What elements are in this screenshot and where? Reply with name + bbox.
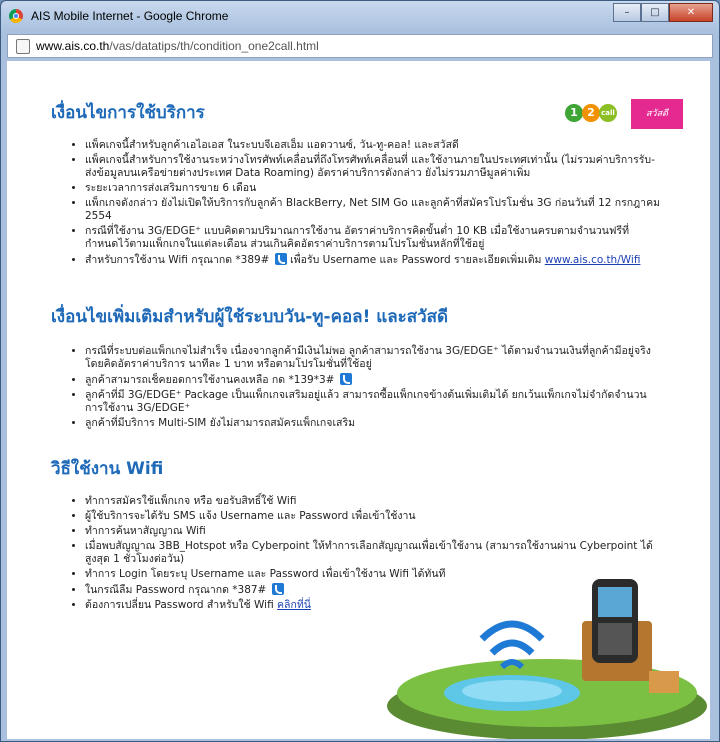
- list-item: • กรณีที่ระบบต่อแพ็กเกจไม่สำเร็จ เนื่องจากลูกค้ามีเงินไม่พอ ลูกค้าสามารถใช้งาน 3G/EDGE⁺ ได้ตามจำนวนเงินที่ลูกค้ามีอยู่จริง โดยคิดอัตราค่าบริการ นาทีละ 1 บาท หรือตามโปรโมชั่นที่ใช้อยู่: [85, 345, 660, 371]
- list-item: • ต้องการเปลี่ยน Password สำหรับใช้ Wifi คลิกที่นี่: [85, 599, 660, 612]
- list-item: • แพ็คเกจนี้สำหรับลูกค้าเอไอเอส ในระบบจีเอสเอ็ม แอดวานซ์, วัน-ทู-คอล! และสวัสดี: [85, 139, 660, 152]
- list-item: • ทำการ Login โดยระบุ Username และ Password เพื่อเข้าใช้งาน Wifi ได้ทันที: [85, 568, 660, 581]
- chrome-icon: [9, 9, 23, 23]
- section-title-conditions: เงื่อนไขการใช้บริการ: [51, 103, 205, 123]
- address-bar[interactable]: [7, 34, 713, 58]
- list-item: • เมื่อพบสัญญาณ 3BB_Hotspot หรือ Cyberpoint ให้ทำการเลือกสัญญาณเพื่อเข้าใช้งาน (สามารถใช้งานผ่าน Cyberpoint ได้สูงสุด 1 ชั่วโมงต่อวัน): [85, 540, 660, 566]
- list-item: • ทำการสมัครใช้แพ็กเกจ หรือ ขอรับสิทธิ์ใช้ Wifi: [85, 495, 660, 508]
- section-title-additional: เงื่อนไขเพิ่มเติมสำหรับผู้ใช้ระบบวัน-ทู-คอล! และสวัสดี: [51, 307, 449, 327]
- conditions-list: [67, 139, 660, 269]
- wifi-island-illustration: [387, 561, 710, 739]
- list-item: • ทำการค้นหาสัญญาณ Wifi: [85, 525, 660, 538]
- list-item: • ลูกค้าสามารถเช็คยอดการใช้งานคงเหลือ กด *139*3#: [85, 373, 660, 387]
- list-item: • ผู้ใช้บริการจะได้รับ SMS แจ้ง Username และ Password เพื่อเข้าใช้งาน: [85, 510, 660, 523]
- list-item: • กรณีที่ใช้งาน 3G/EDGE⁺ แบบคิดตามปริมาณการใช้งาน อัตราค่าบริการคิดขั้นต่ำ 10 KB เมื่อใช้งานครบตามจำนวนฟรีที่กำหนดไว้ตามแพ็กเกจในแต่ละเดือน ส่วนเกินคิดอัตราค่าบริการตามโปรโมชั่นหลักที่ใช้อยู่: [85, 225, 660, 251]
- one-2-call-logo: 1 2 call: [565, 99, 625, 129]
- list-item: • สำหรับการใช้งาน Wifi กรุณากด *389# เพื่อรับ Username และ Password รายละเอียดเพิ่มเติม www.ais.co.th/Wifi: [85, 253, 660, 267]
- list-item: • ระยะเวลาการส่งเสริมการขาย 6 เดือน: [85, 182, 660, 195]
- window-title: AIS Mobile Internet - Google Chrome: [31, 9, 229, 23]
- additional-list: [67, 345, 660, 432]
- dial-icon[interactable]: [272, 583, 284, 595]
- minimize-button[interactable]: –: [613, 3, 641, 22]
- page-content: [7, 61, 710, 739]
- list-item: • ลูกค้าที่มีบริการ Multi-SIM ยังไม่สามารถสมัครแพ็กเกจเสริม: [85, 417, 660, 430]
- list-item: • แพ็คเกจนี้สำหรับการใช้งานระหว่างโทรศัพท์เคลื่อนที่ถึงโทรศัพท์เคลื่อนที่ และใช้งานภายในประเทศเท่านั้น (ไม่รวมค่าบริการรับ-ส่งข้อมูลบนเครือข่ายต่างประเทศ Data Roaming) อัตราค่าบริการดังกล่าว ยังไม่รวมภาษีมูลค่าเพิ่ม: [85, 154, 660, 180]
- click-here-link[interactable]: คลิกที่นี่: [277, 599, 311, 611]
- list-item: • ลูกค้าที่มี 3G/EDGE⁺ Package เป็นแพ็กเกจเสริมอยู่แล้ว สามารถซื้อแพ็กเกจข้างต้นเพิ่มเติมได้ ยกเว้นแพ็กเกจไม่จำกัดจำนวนการใช้งาน 3G/EDGE⁺: [85, 389, 660, 415]
- dial-icon[interactable]: [340, 373, 352, 385]
- title-bar[interactable]: [1, 1, 719, 31]
- dial-icon[interactable]: [275, 253, 287, 265]
- list-item: • ในกรณีลืม Password กรุณากด *387#: [85, 583, 660, 597]
- ais-wifi-link[interactable]: www.ais.co.th/Wifi: [544, 254, 641, 266]
- list-item: • แพ็กเกจดังกล่าว ยังไม่เปิดให้บริการกับลูกค้า BlackBerry, Net SIM Go และลูกค้าที่สมัครโปรโมชั่น 3G ก่อนวันที่ 12 กรกฎาคม 2554: [85, 197, 660, 223]
- close-button[interactable]: ✕: [669, 3, 713, 22]
- url-text[interactable]: www.ais.co.th/vas/datatips/th/condition_one2call.html: [36, 39, 319, 53]
- page-icon: [16, 39, 30, 54]
- sawasdee-logo: สวัสดี: [631, 99, 683, 129]
- logos: [565, 99, 683, 129]
- section-title-wifi: วิธีใช้งาน Wifi: [51, 459, 164, 479]
- maximize-button[interactable]: □: [641, 3, 669, 22]
